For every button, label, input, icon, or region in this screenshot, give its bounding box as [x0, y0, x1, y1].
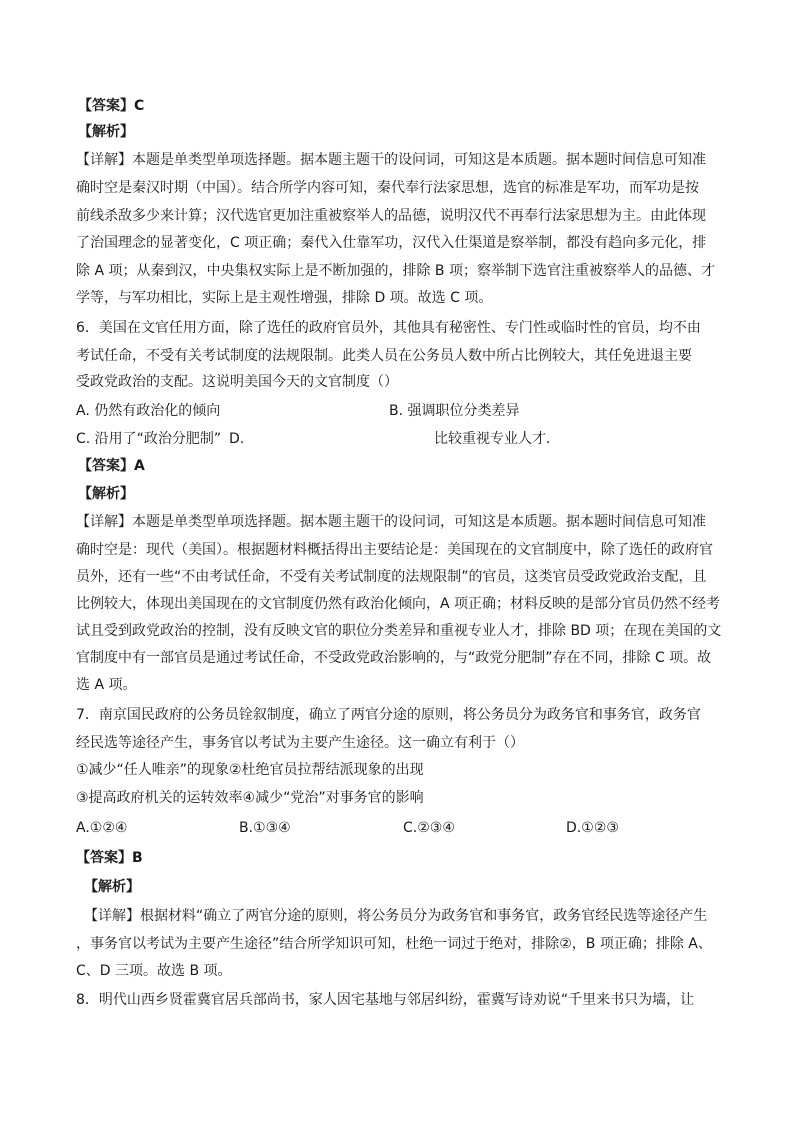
q6-option-d-text: 比较重视专业人才．: [434, 431, 560, 447]
q6-answer-label: 【答案】A: [78, 458, 145, 474]
q6-detail-line: 官制度中有一部官员是通过考试任命，不受政党政治影响的，与“政党分肥制”存在不同，排除 C 项。故: [76, 650, 712, 666]
q7-choice-line: ①减少“任人唯亲”的现象②杜绝官员拉帮结派现象的出现: [76, 762, 424, 778]
q5-detail-line: 【详解】本题是单类型单项选择题。据本题主题干的设问词，可知这是本质题。据本题时间信息可知准: [76, 152, 706, 168]
q7-choice-line: ③提高政府机关的运转效率④减少“党治”对事务官的影响: [76, 790, 424, 806]
q6-detail-line: 比例较大，体现出美国现在的文官制度仍然有政治化倾向，A 项正确；材料反映的是部分官员仍然不经考: [76, 596, 721, 612]
q7-option-b: B.①③④: [239, 820, 291, 836]
q7-stem-line: 7．南京国民政府的公务员铨叙制度，确立了两官分途的原则，将公务员分为政务官和事务官，政务官: [76, 707, 701, 723]
q6-stem-line: 考试任命，不受有关考试制度的法规限制。此类人员在公务员人数中所占比例较大，其任免进退主要: [76, 348, 692, 364]
q7-detail-line: C、D 三项。故选 B 项。: [76, 963, 232, 979]
q8-stem-line: 8．明代山西乡贤霍冀官居兵部尚书，家人因宅基地与邻居纠纷，霍冀写诗劝说“千里来书只为墙，让: [76, 992, 695, 1008]
q7-option-a: A.①②④: [76, 820, 128, 836]
q6-option-c: C. 沿用了“政治分肥制”: [76, 431, 222, 447]
q6-detail-line: 试且受到政党政治的控制，没有反映文官的职位分类差异和重视专业人才，排除 BD 项；在现在美国的文: [76, 623, 722, 639]
q5-detail-line: 除 A 项；从秦到汉，中央集权实际上是不断加强的，排除 B 项；察举制下选官注重被察举人的品德、才: [76, 263, 715, 279]
q6-detail-line: 选 A 项。: [76, 677, 137, 693]
q5-answer-label: 【答案】C: [78, 98, 145, 114]
q5-detail-line: 前线杀敌多少来计算；汉代选官更加注重被察举人的品德，说明汉代不再奉行法家思想为主。由此体现: [76, 208, 706, 224]
q6-detail-line: 【详解】本题是单类型单项选择题。据本题主题干的设问词，可知这是本质题。据本题时间信息可知准: [76, 514, 706, 530]
q6-analysis-label: 【解析】: [78, 486, 134, 502]
q6-detail-line: 员外，还有一些“不由考试任命，不受有关考试制度的法规限制”的官员，这类官员受政党政治支配，且: [76, 569, 707, 585]
q5-detail-line: 了治国理念的显著变化，C 项正确；秦代入仕靠军功，汉代入仕渠道是察举制，都没有趋向多元化，排: [76, 235, 707, 251]
q7-option-c: C.②③④: [403, 820, 455, 836]
q6-option-d-label: D.: [229, 431, 245, 447]
q7-answer-label: 【答案】B: [76, 850, 143, 866]
q5-analysis-label: 【解析】: [78, 124, 134, 140]
q6-option-b: B. 强调职位分类差异: [389, 403, 520, 419]
q5-detail-line: 学等，与军功相比，实际上是主观性增强，排除 D 项。故选 C 项。: [76, 290, 493, 306]
q6-option-a: A. 仍然有政治化的倾向: [76, 403, 221, 419]
q7-option-d: D.①②③: [566, 820, 619, 836]
q7-analysis-label: 【解析】: [84, 879, 140, 895]
q6-stem-line: 受政党政治的支配。这说明美国今天的文官制度（）: [76, 374, 398, 390]
q5-detail-line: 确时空是秦汉时期（中国）。结合所学内容可知，秦代奉行法家思想，选官的标准是军功，而军功是按: [76, 180, 699, 196]
q6-stem-line: 6．美国在文官任用方面，除了选任的政府官员外，其他具有秘密性、专门性或临时性的官员，均不由: [76, 320, 701, 336]
q6-detail-line: 确时空是：现代（美国）。根据题材料概括得出主要结论是：美国现在的文官制度中，除了选任的政府官: [76, 542, 713, 558]
q7-detail-line: 【详解】根据材料“确立了两官分途的原则，将公务员分为政务官和事务官，政务官经民选等途径产生: [84, 908, 708, 924]
q7-detail-line: ，事务官以考试为主要产生途径”结合所学知识可知，杜绝一词过于绝对，排除②，B 项正确；排除 A、: [76, 936, 712, 952]
q7-stem-line: 经民选等途径产生，事务官以考试为主要产生途径。这一确立有利于（）: [76, 735, 524, 751]
